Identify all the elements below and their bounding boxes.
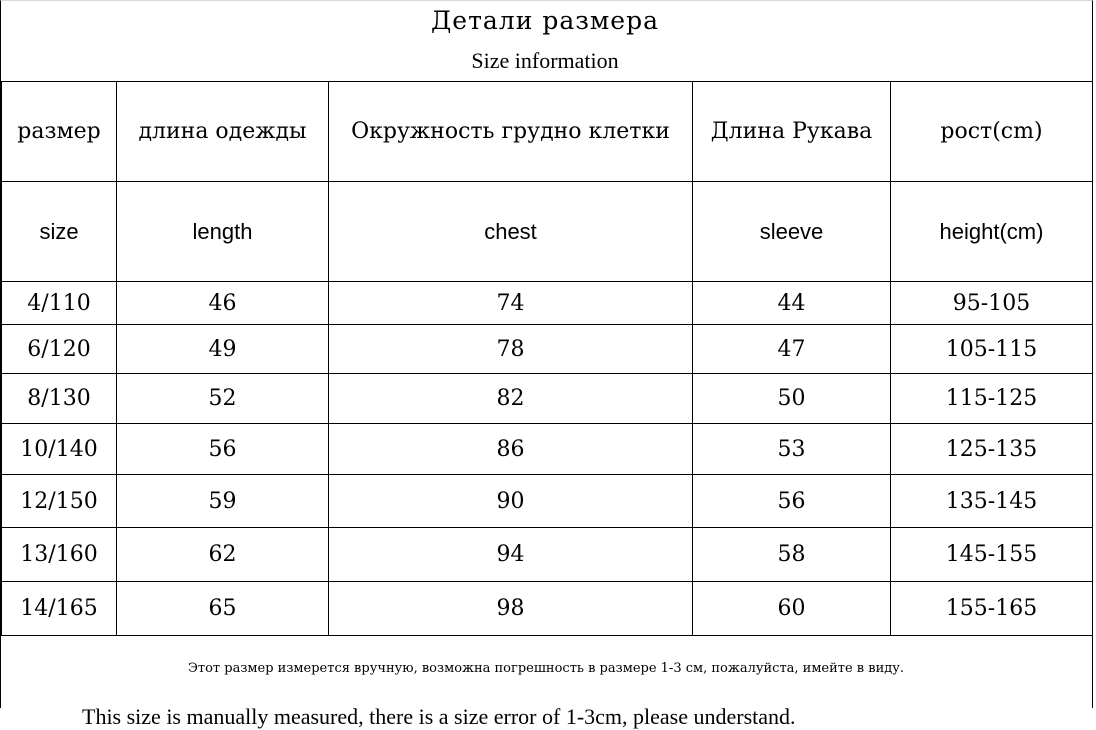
table-row [2,528,1093,582]
size-table [1,81,1093,636]
cell-height: 115-125 [891,374,1093,424]
cell-sleeve: 56 [693,475,891,528]
cell-size: 8/130 [2,374,117,424]
cell-length: 59 [117,475,329,528]
cell-sleeve: 47 [693,325,891,374]
title-english: Size information [471,48,619,73]
cell-length: 46 [117,282,329,325]
cell-sleeve: 53 [693,424,891,475]
cell-height: 135-145 [891,475,1093,528]
measurement-note-russian: Этот размер измерется вручную, возможна погрешность в размере 1-3 см, пожалуйста, имейте в виду. [187,661,905,676]
header-height-en: height(cm) [891,182,1093,282]
cell-length: 56 [117,424,329,475]
cell-height: 105-115 [891,325,1093,374]
header-row-russian [2,82,1093,182]
table-row [2,424,1093,475]
header-length-en: length [117,182,329,282]
header-height-ru: рост(cm) [891,82,1093,182]
cell-chest: 82 [329,374,693,424]
cell-size: 10/140 [2,424,117,475]
cell-chest: 74 [329,282,693,325]
table-row [2,282,1093,325]
cell-chest: 98 [329,582,693,636]
header-sleeve-en: sleeve [693,182,891,282]
cell-size: 14/165 [2,582,117,636]
header-size-ru: размер [2,82,117,182]
measurement-note-english: This size is manually measured, there is a size error of 1-3cm, please understand. [82,704,796,729]
cell-size: 6/120 [2,325,117,374]
header-sleeve-ru: Длина Рукава [693,82,891,182]
cell-chest: 94 [329,528,693,582]
cell-size: 12/150 [2,475,117,528]
cell-height: 125-135 [891,424,1093,475]
cell-chest: 90 [329,475,693,528]
cell-sleeve: 60 [693,582,891,636]
cell-sleeve: 58 [693,528,891,582]
cell-height: 145-155 [891,528,1093,582]
cell-length: 49 [117,325,329,374]
title-russian: Детали размера [430,6,660,35]
table-row [2,374,1093,424]
cell-length: 65 [117,582,329,636]
header-row-english [2,182,1093,282]
cell-chest: 86 [329,424,693,475]
table-row [2,582,1093,636]
cell-length: 52 [117,374,329,424]
cell-length: 62 [117,528,329,582]
header-size-en: size [2,182,117,282]
cell-height: 95-105 [891,282,1093,325]
cell-sleeve: 44 [693,282,891,325]
cell-sleeve: 50 [693,374,891,424]
table-row [2,325,1093,374]
header-length-ru: длина одежды [117,82,329,182]
header-chest-ru: Окружность грудно клетки [329,82,693,182]
cell-size: 13/160 [2,528,117,582]
header-chest-en: chest [329,182,693,282]
cell-size: 4/110 [2,282,117,325]
cell-chest: 78 [329,325,693,374]
cell-height: 155-165 [891,582,1093,636]
table-row [2,475,1093,528]
